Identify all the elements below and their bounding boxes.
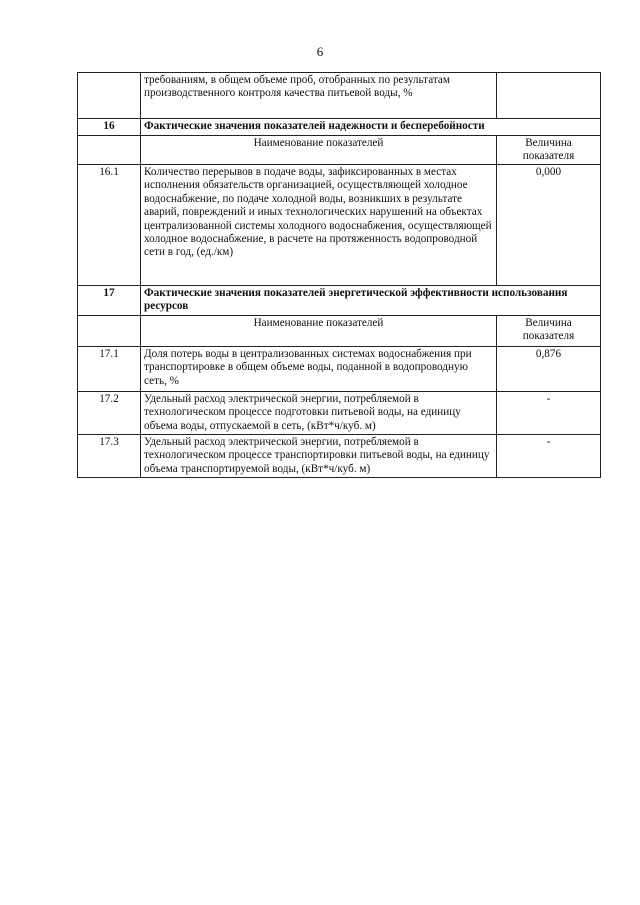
- indicator-value-cell: -: [497, 391, 601, 434]
- row-number-cell: [78, 136, 141, 165]
- section-number: 16: [78, 119, 141, 136]
- section-row-16: [78, 119, 601, 136]
- column-header-value: Величина показателя: [497, 136, 601, 165]
- column-header-value: Величина показателя: [497, 315, 601, 346]
- table-row: [78, 73, 601, 119]
- row-number: 17.1: [78, 346, 141, 391]
- page-number: 6: [316, 44, 324, 59]
- row-number: 17.3: [78, 435, 141, 478]
- table-row: [78, 346, 601, 391]
- indicators-table: [77, 72, 601, 478]
- section-number: 17: [78, 286, 141, 316]
- table-row: [78, 391, 601, 434]
- row-number: 16.1: [78, 165, 141, 286]
- table-row: [78, 435, 601, 478]
- indicator-name-cell: Удельный расход электрической энергии, потребляемой в технологическом процессе транспортировки питьевой воды, на единицу объема транспортируемой воды, (кВт*ч/куб. м): [141, 435, 497, 478]
- header-row-17: [78, 315, 601, 346]
- section-title: Фактические значения показателей надежности и бесперебойности: [141, 119, 601, 136]
- indicator-value-cell: -: [497, 435, 601, 478]
- indicator-name-cell: Удельный расход электрической энергии, потребляемой в технологическом процессе подготовки питьевой воды, на единицу объема воды, отпускаемой в сеть, (кВт*ч/куб. м): [141, 391, 497, 434]
- header-row-16: [78, 136, 601, 165]
- column-header-name: Наименование показателей: [141, 315, 497, 346]
- column-header-name: Наименование показателей: [141, 136, 497, 165]
- indicator-value-cell: [497, 73, 601, 119]
- section-row-17: [78, 286, 601, 316]
- row-number-cell: [78, 73, 141, 119]
- indicator-name-cell: требованиям, в общем объеме проб, отобранных по результатам производственного контроля качества питьевой воды, %: [141, 73, 497, 119]
- section-title: Фактические значения показателей энергетической эффективности использования ресурсов: [141, 286, 601, 316]
- table-row: [78, 165, 601, 286]
- indicator-value-cell: 0,000: [497, 165, 601, 286]
- indicator-name-cell: Доля потерь воды в централизованных системах водоснабжения при транспортировке в общем объеме воды, поданной в водопроводную сеть, %: [141, 346, 497, 391]
- indicator-name-cell: Количество перерывов в подаче воды, зафиксированных в местах исполнения обязательств организацией, осуществляющей холодное водоснабжение, по подаче холодной воды, возникших в результате аварий, повреждений и иных технологических нарушений на объектах централизованной системы холодного водоснабжения, осуществляющей холодное водоснабжение, в расчете на протяженность водопроводной сети в год, (ед./км): [141, 165, 497, 286]
- row-number-cell: [78, 315, 141, 346]
- indicator-value-cell: 0,876: [497, 346, 601, 391]
- row-number: 17.2: [78, 391, 141, 434]
